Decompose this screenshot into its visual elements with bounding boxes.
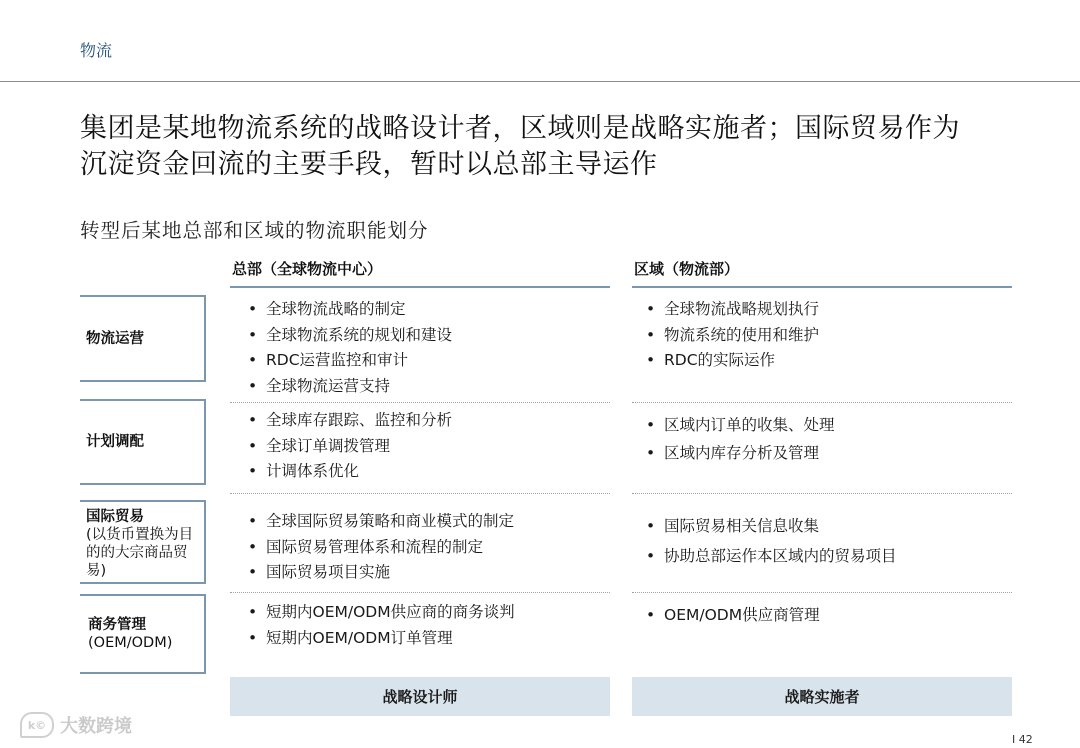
list-item: • 短期内OEM/ODM订单管理 [244, 626, 515, 652]
row-separator [632, 402, 1012, 403]
row-label-text: 计划调配 [86, 434, 144, 450]
list-item: • 全球物流系统的规划和建设 [244, 323, 452, 349]
hq-cell-international-trade [244, 509, 514, 586]
hq-cell-business-management [244, 600, 515, 651]
footer-box-region: 战略实施者 [632, 677, 1012, 716]
row-label-text: 商务管理 [88, 617, 146, 633]
hq-cell-logistics-operations [244, 297, 452, 399]
header-divider [0, 81, 1080, 82]
row-label-planning-allocation [80, 399, 206, 485]
list-item: • OEM/ODM供应商管理 [642, 603, 820, 629]
list-item: • 计调体系优化 [244, 459, 452, 485]
list-item: • 短期内OEM/ODM供应商的商务谈判 [244, 600, 515, 626]
row-separator [632, 592, 1012, 593]
footer-box-hq: 战略设计师 [230, 677, 610, 716]
row-separator [230, 493, 610, 494]
row-label-subtext: (OEM/ODM) [88, 635, 173, 651]
region-cell-business-management [642, 603, 820, 629]
list-item: • RDC的实际运作 [642, 348, 819, 374]
column-rule-hq [230, 286, 610, 288]
row-separator [632, 493, 1012, 494]
list-item: • 物流系统的使用和维护 [642, 323, 819, 349]
list-item: • 全球订单调拨管理 [244, 434, 452, 460]
row-separator [230, 592, 610, 593]
row-label-subtext: (以货币置换为目的的大宗商品贸易) [86, 527, 194, 579]
region-cell-logistics-operations [642, 297, 819, 374]
headline [80, 111, 1040, 183]
column-header-region: 区域（物流部） [634, 260, 740, 278]
list-item: • 国际贸易项目实施 [244, 560, 514, 586]
list-item: • 区域内库存分析及管理 [642, 439, 835, 467]
region-cell-international-trade [642, 511, 897, 571]
headline-line-2: 沉淀资金回流的主要手段，暂时以总部主导运作 [80, 149, 658, 180]
list-item: • RDC运营监控和审计 [244, 348, 452, 374]
watermark-text: 大数跨境 [60, 716, 132, 737]
row-label-business-management [80, 594, 206, 674]
list-item: • 全球物流战略规划执行 [642, 297, 819, 323]
list-item: • 全球物流战略的制定 [244, 297, 452, 323]
list-item: • 国际贸易管理体系和流程的制定 [244, 535, 514, 561]
list-item: • 区域内订单的收集、处理 [642, 411, 835, 439]
row-separator [230, 402, 610, 403]
column-rule-region [632, 286, 1012, 288]
list-item: • 全球国际贸易策略和商业模式的制定 [244, 509, 514, 535]
subtitle: 转型后某地总部和区域的物流职能划分 [80, 219, 429, 242]
row-label-text: 国际贸易 [86, 509, 144, 525]
headline-line-1: 集团是某地物流系统的战略设计者，区域则是战略实施者；国际贸易作为 [80, 113, 960, 144]
list-item: • 协助总部运作本区域内的贸易项目 [642, 541, 897, 571]
list-item: • 国际贸易相关信息收集 [642, 511, 897, 541]
row-label-logistics-operations [80, 295, 206, 382]
list-item: • 全球库存跟踪、监控和分析 [244, 408, 452, 434]
list-item: • 全球物流运营支持 [244, 374, 452, 400]
section-label: 物流 [80, 41, 113, 60]
watermark [20, 712, 132, 738]
page-number: I 42 [1012, 733, 1033, 746]
hq-cell-planning-allocation [244, 408, 452, 485]
row-label-text: 物流运营 [86, 330, 144, 347]
watermark-logo-icon: k© [20, 712, 54, 738]
region-cell-planning-allocation [642, 411, 835, 467]
row-label-international-trade [80, 500, 206, 584]
column-header-hq: 总部（全球物流中心） [232, 260, 383, 278]
